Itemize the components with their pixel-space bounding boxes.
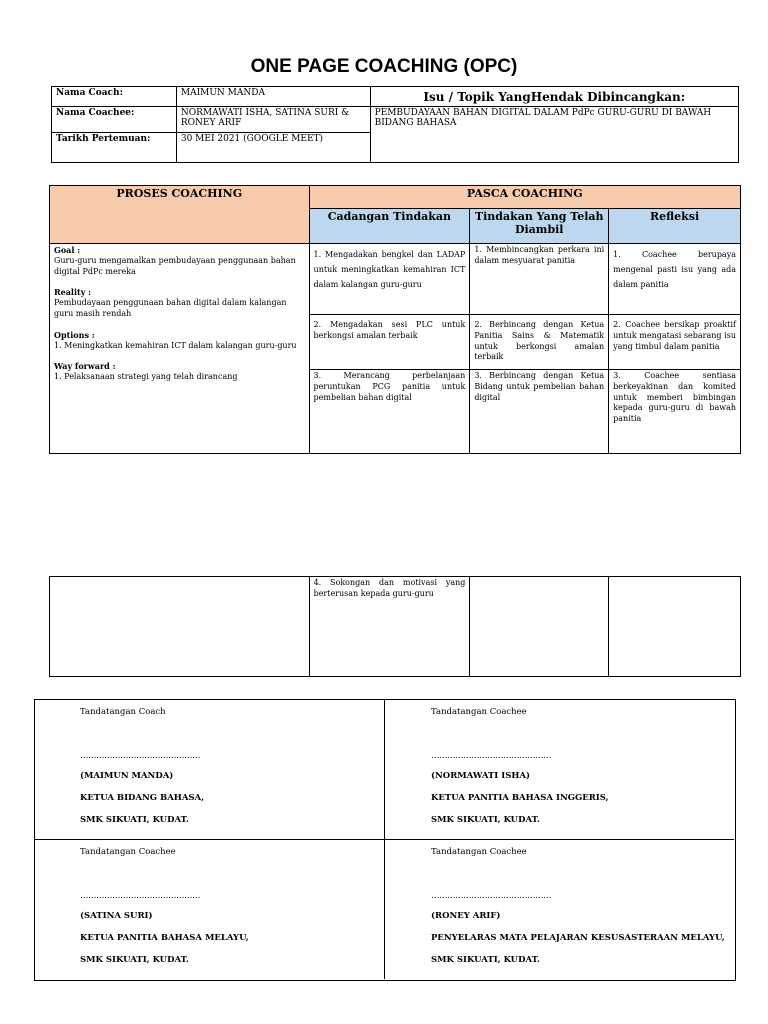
coach-value: MAIMUN MANDA	[176, 87, 370, 107]
signature-school: SMK SIKUATI, KUDAT.	[431, 815, 540, 825]
signature-name: (SATINA SURI)	[80, 911, 153, 921]
cadangan-cell-4: 4. Sokongan dan motivasi yang berterusan kepada guru-guru	[309, 577, 470, 677]
date-label: Tarikh Pertemuan:	[52, 133, 177, 163]
signature-school: SMK SIKUATI, KUDAT.	[431, 955, 540, 965]
signature-name: (NORMAWATI ISHA)	[431, 771, 530, 781]
signature-position: PENYELARAS MATA PELAJARAN KESUSASTERAAN MELAYU,	[431, 933, 725, 943]
proses-coaching-header: PROSES COACHING	[50, 186, 310, 244]
signature-position: KETUA PANITIA BAHASA MELAYU,	[80, 933, 249, 943]
goal-label: Goal :	[54, 245, 81, 255]
col-tindakan-diambil: Tindakan Yang Telah Diambil	[470, 209, 609, 244]
col-refleksi: Refleksi	[609, 209, 741, 244]
refleksi-empty-cell	[609, 577, 741, 677]
cadangan-cell-3: 3. Merancang perbelanjaan peruntukan PCG panitia untuk pembelian bahan digital	[309, 370, 470, 454]
grow-model-cell	[50, 244, 310, 454]
signature-coachee-3	[431, 847, 725, 977]
coaching-table	[49, 185, 741, 454]
way-forward-text: 1. Pelaksanaan strategi yang telah dirancang	[54, 372, 238, 382]
coaching-table-continued	[49, 576, 741, 677]
signature-label: Tandatangan Coach	[80, 707, 166, 717]
signature-line: ………………………………………	[431, 751, 551, 761]
signature-school: SMK SIKUATI, KUDAT.	[80, 955, 189, 965]
way-forward-label: Way forward :	[54, 361, 116, 372]
options-label: Options :	[54, 329, 95, 340]
signature-coach	[80, 707, 204, 837]
pasca-coaching-header: PASCA COACHING	[309, 186, 740, 209]
signature-position: KETUA PANITIA BAHASA INGGERIS,	[431, 793, 609, 803]
goal-text: Guru-guru mengamalkan pembudayaan penggunaan bahan digital PdPc mereka	[54, 255, 296, 276]
signature-position: KETUA BIDANG BAHASA,	[80, 793, 205, 803]
signature-label: Tandatangan Coachee	[431, 847, 527, 857]
isu-value: PEMBUDAYAAN BAHAN DIGITAL DALAM PdPc GURU-GURU DI BAWAH BIDANG BAHASA	[370, 107, 738, 163]
signature-school: SMK SIKUATI, KUDAT.	[80, 815, 189, 825]
signature-name: (RONEY ARIF)	[431, 911, 501, 921]
signature-coachee-2	[80, 847, 249, 977]
signature-line: ………………………………………	[431, 891, 551, 901]
tindakan-empty-cell	[470, 577, 609, 677]
signature-label: Tandatangan Coachee	[80, 847, 176, 857]
signature-coachee-1	[431, 707, 609, 837]
signature-line: ………………………………………	[80, 891, 200, 901]
tindakan-cell-2: 2. Berbincang dengan Ketua Panitia Sains & Matematik untuk berkongsi amalan terbaik	[470, 315, 609, 370]
page-title: ONE PAGE COACHING (OPC)	[250, 56, 518, 77]
coach-label: Nama Coach:	[52, 87, 177, 107]
col-cadangan-tindakan: Cadangan Tindakan	[309, 209, 470, 244]
signature-label: Tandatangan Coachee	[431, 707, 527, 717]
refleksi-cell-1: 1. Coachee berupaya mengenal pasti isu yang ada dalam panitia	[609, 244, 741, 315]
coachee-value: NORMAWATI ISHA, SATINA SURI & RONEY ARIF	[176, 107, 370, 133]
options-text: 1. Meningkatkan kemahiran ICT dalam kalangan guru-guru	[54, 340, 297, 350]
cadangan-cell-1: 1. Mengadakan bengkel dan LADAP untuk meningkatkan kemahiran ICT dalam kalangan guru-guru	[309, 244, 470, 315]
signature-divider-horizontal	[35, 839, 734, 840]
reality-label: Reality :	[54, 287, 92, 298]
cadangan-cell-2: 2. Mengadakan sesi PLC untuk berkongsi amalan terbaik	[309, 315, 470, 370]
signature-name: (MAIMUN MANDA)	[80, 771, 174, 781]
refleksi-cell-3: 3. Coachee sentiasa berkeyakinan dan komited untuk memberi bimbingan kepada guru-guru di bawah panitia	[609, 370, 741, 454]
signature-line: ………………………………………	[80, 751, 200, 761]
tindakan-cell-1: 1. Membincangkan perkara ini dalam mesyuarat panitia	[470, 244, 609, 315]
reality-text: Pembudayaan penggunaan bahan digital dalam kalangan guru masih rendah	[54, 298, 287, 318]
isu-label: Isu / Topik YangHendak Dibincangkan:	[370, 87, 738, 107]
tindakan-cell-3: 3. Berbincang dengan Ketua Bidang untuk pembelian bahan digital	[470, 370, 609, 454]
info-table	[51, 86, 739, 163]
date-value: 30 MEI 2021 (GOOGLE MEET)	[176, 133, 370, 163]
refleksi-cell-2: 2. Coachee bersikap proaktif untuk mengatasi sebarang isu yang timbul dalam panitia	[609, 315, 741, 370]
proses-empty-cell	[50, 577, 310, 677]
coachee-label: Nama Coachee:	[52, 107, 177, 133]
